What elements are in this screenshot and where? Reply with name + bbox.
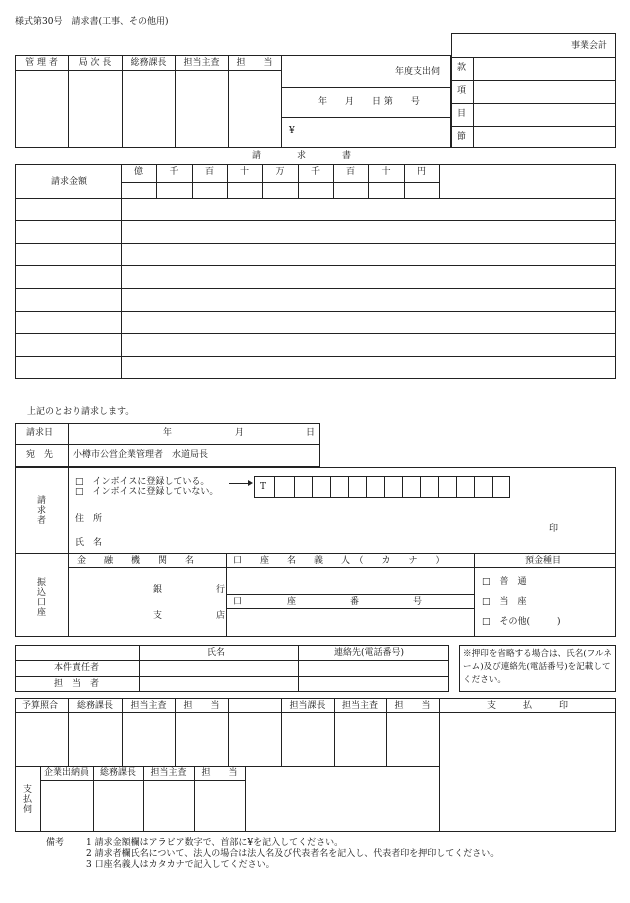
digit-oku: 億 [133,167,143,177]
branch-label: 支 店 [153,611,226,621]
digit-ju2: 十 [381,167,391,177]
shiharai-ukagai-1: 支 [23,785,33,795]
amount-table [15,164,616,379]
bank-label: 銀 行 [153,585,226,595]
digit-man: 万 [275,167,285,177]
bottom-tanto-kacho: 担当課長 [289,701,326,711]
name-label: 氏 名 [75,538,103,548]
shiharai-in-label: 支 払 印 [486,701,568,711]
nendo-label: 年度支出伺 [395,67,441,77]
digit-hyaku2: 百 [345,167,355,177]
date-month: 月 [235,428,245,438]
stamp-note: ※押印を省略する場合は、氏名(フルネーム)及び連絡先(電話番号)を記載してください。 [463,649,612,685]
note-2: 2 請求者欄氏名について、法人の場合は法人名及び代表者名を記入し、代表者印を押印してください。 [86,849,500,859]
account-holder-header: 口 座 名 義 人 （ カ ナ ） [233,556,445,566]
seikyusho-title: 請 求 書 [252,151,352,161]
furikomi-label-4: 座 [37,608,47,618]
approver-kyokujicho: 局 次 長 [78,58,112,68]
kigyo-tanto-shusa: 担当主査 [150,768,187,778]
form-title: 様式第30号 請求書(工事、その他用) [15,17,169,27]
digit-hyaku: 百 [204,167,214,177]
deposit-futsu[interactable]: □ 普 通 [482,577,527,587]
seal-mark: 印 [549,524,559,534]
budget-setsu: 節 [457,132,467,142]
date-year: 年 [163,428,173,438]
claimant-label-1: 請 [37,496,47,506]
approver-kanrisha: 管 理 者 [25,58,58,68]
biko-label: 備考 [46,838,65,848]
note-3: 3 口座名義人はカタカナで記入してください。 [86,860,275,870]
to-label: 宛 先 [26,450,54,460]
bottom-approval-table [15,698,616,832]
contact-tel-header: 連絡先(電話番号) [334,648,405,658]
contact-name-header: 氏名 [207,648,226,658]
bottom-tanto-shusa-2: 担当主査 [341,701,378,711]
bottom-somukacho: 総務課長 [76,701,113,711]
invoice-not-registered[interactable]: □ インボイスに登録していない。 [75,487,219,497]
yosan-label: 予算照合 [22,701,59,711]
date-number-label: 年 月 日 第 号 [318,97,420,107]
date-day: 日 [306,428,316,438]
account-number-header: 口 座 番 号 [233,597,423,607]
kigyo-tanto: 担 当 [201,768,238,778]
yen-mark: ¥ [289,126,295,136]
deposit-toza[interactable]: □ 当 座 [482,597,527,607]
shiharai-ukagai-3: 伺 [23,805,33,815]
invoice-registered[interactable]: □ インボイスに登録している。 [75,477,210,487]
kigyo-somukacho: 総務課長 [99,768,136,778]
approver-somukacho: 総務課長 [130,58,167,68]
responsible-label: 本件責任者 [54,663,100,673]
arrow-head-icon [248,480,253,486]
digit-sen: 千 [169,167,179,177]
jigyo-kaikei: 事業会計 [571,41,608,51]
digit-ju: 十 [239,167,249,177]
t-number-boxes[interactable] [254,476,510,498]
budget-moku: 目 [457,109,467,119]
approver-tanto-shusa: 担当主査 [183,58,220,68]
digit-en: 円 [416,167,426,177]
address-label: 住 所 [75,514,103,524]
claimant-label-3: 者 [37,516,47,526]
digit-sen2: 千 [310,167,320,177]
amount-label: 請求金額 [51,177,88,187]
arrow-line [229,483,249,484]
bottom-tanto-2: 担 当 [394,701,431,711]
furikomi-label-3: 口 [37,598,47,608]
approver-tanto: 担 当 [236,58,273,68]
date-label: 請求日 [26,428,54,438]
bottom-tanto-shusa: 担当主査 [130,701,167,711]
furikomi-label-1: 振 [37,578,47,588]
to-value: 小樽市公営企業管理者 水道局長 [73,450,209,460]
statement-text: 上記のとおり請求します。 [27,407,135,417]
budget-ko: 項 [457,86,467,96]
kigyo-suitouin: 企業出納員 [43,768,89,778]
bottom-tanto: 担 当 [183,701,220,711]
budget-kan: 款 [457,63,467,73]
deposit-type-header: 預金種目 [525,556,562,566]
note-1: 1 請求金額欄はアラビア数字で、首部に¥を記入してください。 [86,838,344,848]
deposit-other[interactable]: □ その他( ) [482,617,561,627]
shiharai-ukagai-2: 払 [23,795,33,805]
t-prefix: T [260,482,267,492]
claimant-label-2: 求 [37,506,47,516]
tanto-label: 担 当 者 [54,679,100,689]
bank-header: 金 融 機 関 名 [77,556,195,566]
furikomi-label-2: 込 [37,588,47,598]
